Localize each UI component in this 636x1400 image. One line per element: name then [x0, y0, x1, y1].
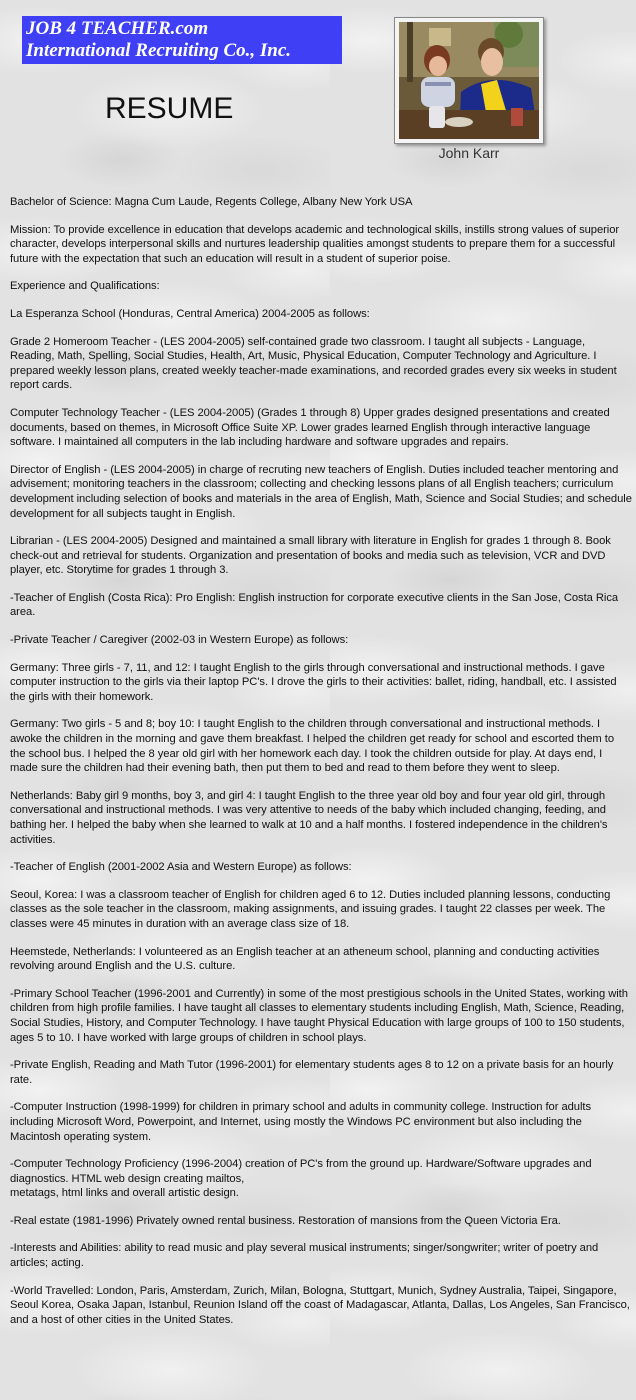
resume-paragraph: -Teacher of English (Costa Rica): Pro English: English instruction for corporate executive clients in the San Jose, Costa Rica area.	[10, 591, 619, 619]
brand-company: International Recruiting Co., Inc.	[26, 40, 292, 61]
resume-paragraph: -Private Teacher / Caregiver (2002-03 in Western Europe) as follows:	[10, 634, 349, 647]
resume-paragraph: Seoul, Korea: I was a classroom teacher of English for children aged 6 to 12. Duties included planning lessons, conducting classes as the sole teacher in the classroom, making assignments, and issuing grades. I taught 22 classes per week. The classes were 45 minutes in duration with an average class size of 18.	[10, 888, 611, 930]
resume-paragraph: Director of English - (LES 2004-2005) in charge of recruting new teachers of English. Duties included teacher mentoring and advisement; monitoring teachers in the classroom; collecting and checking lessons plans of all English teachers; curriculum development including selection of books and materials in the area of English, Math, Science and Social Studies; and schedule development for all subjects taught in English.	[10, 463, 632, 520]
resume-paragraph: Grade 2 Homeroom Teacher - (LES 2004-2005) self-contained grade two classroom. I taught all subjects - Language, Reading, Math, Spelling, Social Studies, Health, Art, Music, Physical Education, Computer Technology and Agriculture. I prepared weekly lesson plans, created weekly teacher-made examinations, and recorded grades every six weeks in student report cards.	[10, 335, 617, 392]
photo-caption: John Karr	[438, 145, 500, 161]
resume-paragraph: -Primary School Teacher (1996-2001 and Currently) in some of the most prestigious schools in the United States, working with children from high profile families. I have taught all classes to elementary students including English, Math, Science, Reading, Social Studies, History, and Computer Technology. I have taught Physical Education with large groups of 100 to 150 students, ages 5 to 10. I have worked with large groups of children in school plays.	[10, 987, 628, 1044]
resume-paragraph: -Computer Instruction (1998-1999) for children in primary school and adults in community college. Instruction for adults including Microsoft Word, Powerpoint, and Internet, using mostly the Windows PC environment but also including the Macintosh operating system.	[10, 1101, 592, 1143]
resume-paragraph: Germany: Two girls - 5 and 8; boy 10: I taught English to the children through conversational and instructional methods. I awoke the children in the morning and gave them breakfast. I helped the children get ready for school and escorted them to the school bus. I helped the 8 year old girl with her homework each day. I took the children outside for play. At days end, I made sure the children had their evening bath, then put them to bed and read to them before they went to sleep.	[10, 718, 614, 775]
resume-paragraph: -Interests and Abilities: ability to read music and play several musical instruments; singer/songwriter; writer of poetry and articles; acting.	[10, 1242, 599, 1270]
resume-paragraph: Computer Technology Teacher - (LES 2004-2005) (Grades 1 through 8) Upper grades designed presentations and created documents, based on themes, in Microsoft Office Suite XP. Lower grades learned English through interactive language software. I maintained all computers in the lab including hardware and software upgrades and repairs.	[10, 406, 610, 449]
resume-paragraph: -World Travelled: London, Paris, Amsterdam, Zurich, Milan, Bologna, Stuttgart, Munich, Sydney Australia, Taipei, Singapore, Seoul Korea, Osaka Japan, Istanbul, Reunion Island off the coast of Madagascar, Atlanta, Dallas, Los Angeles, San Francisco, and a host of other cities in the United States.	[10, 1284, 630, 1326]
brand-name: JOB 4 TEACHER.com	[26, 18, 209, 39]
section-heading: Experience and Qualifications:	[10, 280, 160, 293]
resume-paragraph: Librarian - (LES 2004-2005) Designed and maintained a small library with literature in English for grades 1 through 8. Book check-out and retrieval for students. Organization and presentation of books and media such as television, VCR and DVD player, etc. Storytime for grades 1 through 3.	[10, 535, 611, 577]
resume-paragraph: Germany: Three girls - 7, 11, and 12: I taught English to the girls through conversational and instructional methods. I gave computer instruction to the girls via their laptop PC's. I drove the girls to their activities: ballet, riding, handball, etc. I assisted the girls with their homework.	[10, 661, 617, 703]
profile-photo	[394, 17, 544, 144]
education-paragraph: Bachelor of Science: Magna Cum Laude, Regents College, Albany New York USA	[10, 196, 413, 208]
brand-banner	[22, 16, 342, 64]
resume-paragraph: -Computer Technology Proficiency (1996-2004) creation of PC's from the ground up. Hardware/Software upgrades and diagnostics. HTML web design creating mailtos, metatags, html links and overall artistic design.	[10, 1158, 592, 1200]
resume-paragraph: Netherlands: Baby girl 9 months, boy 3, and girl 4: I taught English to the three year old boy and four year old girl, through conversational and instructional methods. I was very attentive to needs of the baby which included changing, feeding, and bathing her. I helped the baby when she learned to walk at 10 and a half months. I fostered independence in the children's activities.	[10, 789, 608, 846]
resume-body	[10, 195, 632, 1340]
resume-paragraph: -Real estate (1981-1996) Privately owned rental business. Restoration of mansions from the Queen Victoria Era.	[10, 1214, 561, 1227]
profile-photo-image	[399, 22, 539, 139]
resume-paragraph: -Private English, Reading and Math Tutor (1996-2001) for elementary students ages 8 to 12 on a private basis for an hourly rate.	[10, 1059, 614, 1086]
resume-paragraph: -Teacher of English (2001-2002 Asia and Western Europe) as follows:	[10, 861, 352, 874]
resume-paragraph: Heemstede, Netherlands: I volunteered as an English teacher at an atheneum school, planning and conducting activities revolving around English and the U.S. culture.	[10, 945, 600, 973]
resume-paragraph: La Esperanza School (Honduras, Central America) 2004-2005 as follows:	[10, 307, 370, 320]
page-title: RESUME	[105, 92, 234, 125]
mission-paragraph: Mission: To provide excellence in education that develops academic and technological skills, instills strong values of superior character, develops interpersonal skills and nurtures leadership qualities amongst students to prepare them for a successful future with the expectation that such an education will result in a student of superior poise.	[10, 223, 620, 265]
